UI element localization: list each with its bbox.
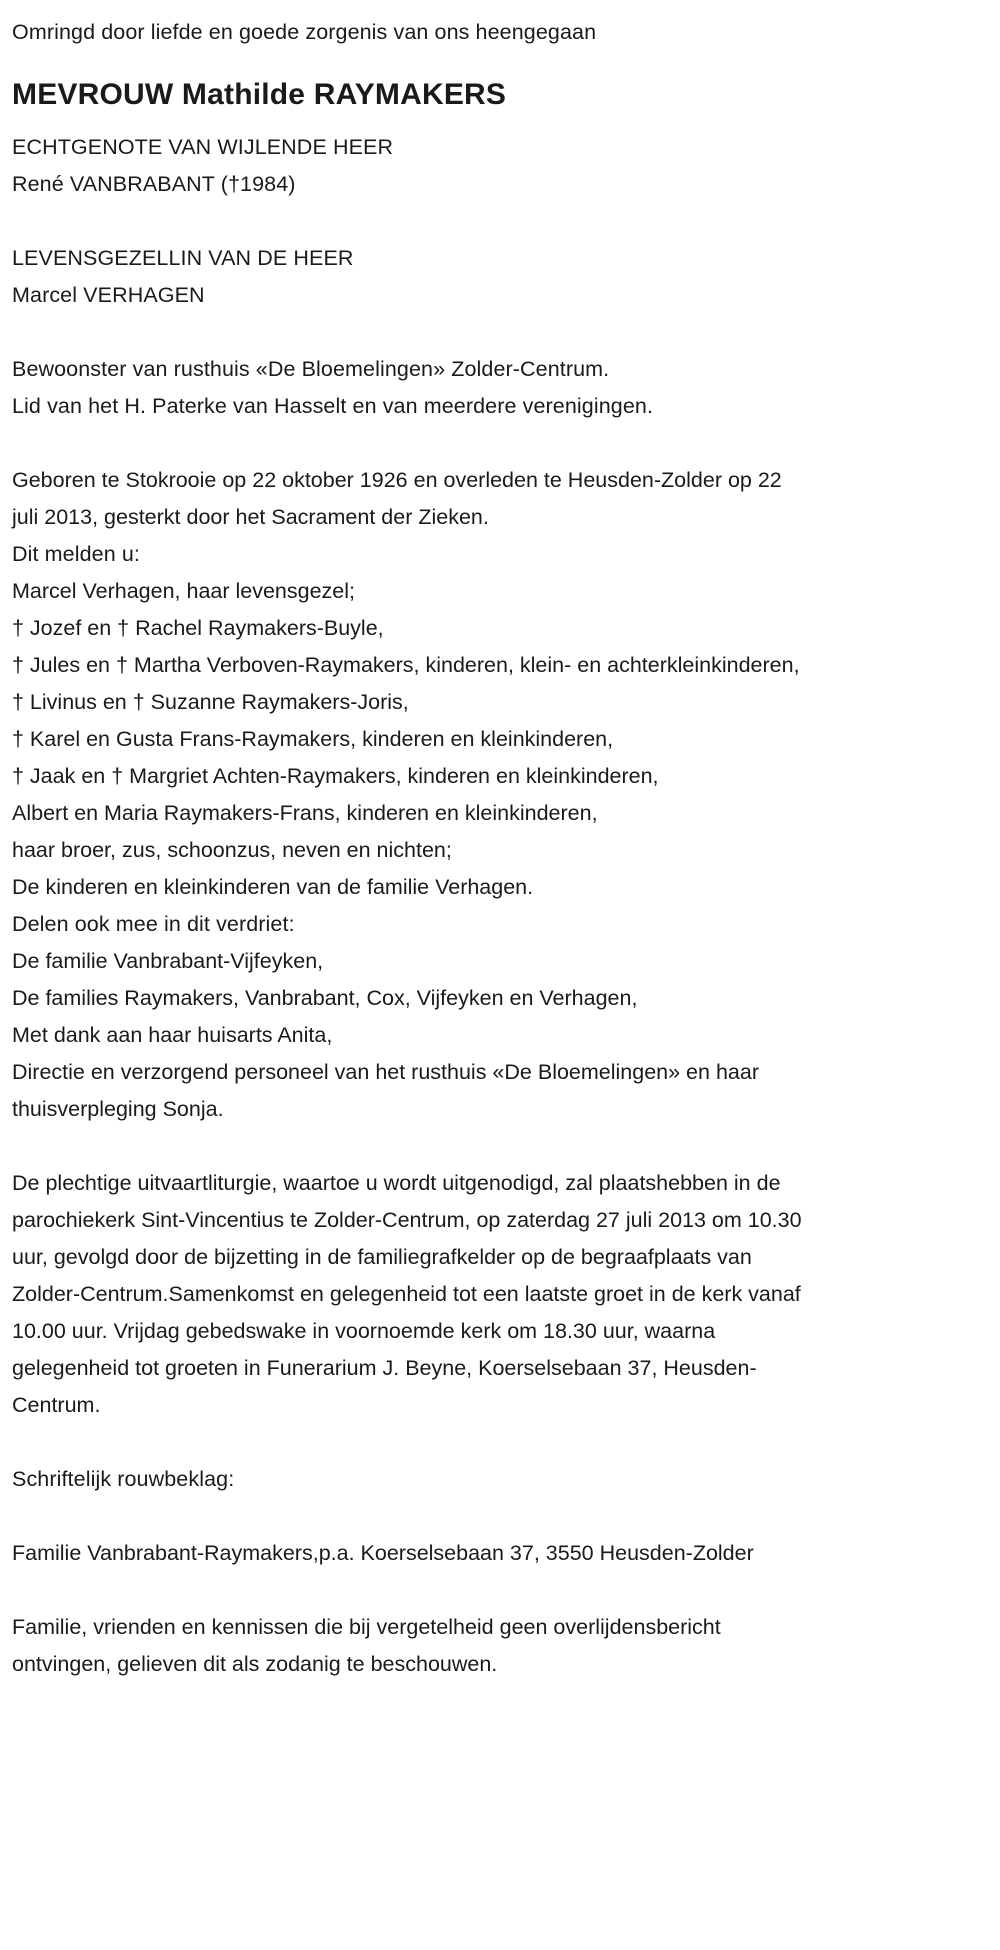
condoler-line: Met dank aan haar huisarts Anita, bbox=[12, 1023, 333, 1047]
condoler-line: De familie Vanbrabant-Vijfeyken, bbox=[12, 949, 324, 973]
survivor-line: Albert en Maria Raymakers-Frans, kinderen en kleinkinderen, bbox=[12, 801, 598, 825]
spacer bbox=[12, 1498, 986, 1535]
survivor-line: haar broer, zus, schoonzus, neven en nichten; bbox=[12, 838, 452, 862]
survivor-line: † Jozef en † Rachel Raymakers-Buyle, bbox=[12, 616, 384, 640]
written-condolence-label: Schriftelijk rouwbeklag: bbox=[12, 1467, 235, 1491]
spacer bbox=[12, 425, 986, 462]
deceased-name: MEVROUW Mathilde RAYMAKERS bbox=[12, 78, 507, 111]
survivor-line: † Karel en Gusta Frans-Raymakers, kinderen en kleinkinderen, bbox=[12, 727, 614, 751]
partner-label: LEVENSGEZELLIN VAN DE HEER bbox=[12, 246, 354, 270]
service-details: De plechtige uitvaartliturgie, waartoe u wordt uitgenodigd, zal plaatshebben in de parochiekerk Sint-Vincentius te Zolder-Centrum, op zaterdag 27 juli 2013 om 10.30 uur, gevolgd door de bijzetting in de familiegrafkelder op de begraafplaats van Zolder-Centrum.Samenkomst en gelegenheid tot een laatste groet in de kerk vanaf 10.00 uur. Vrijdag gebedswake in voornoemde kerk om 18.30 uur, waarna gelegenheid tot groeten in Funerarium J. Beyne, Koerselsebaan 37, Heusden-Centrum. bbox=[12, 1171, 802, 1417]
intro-text: Omringd door liefde en goede zorgenis van ons heengegaan bbox=[12, 20, 597, 44]
spacer bbox=[12, 203, 986, 240]
closing-note: Familie, vrienden en kennissen die bij vergetelheid geen overlijdensbericht ontvingen, gelieven dit als zodanig te beschouwen. bbox=[12, 1615, 721, 1676]
spacer bbox=[12, 51, 986, 75]
written-condolence-address: Familie Vanbrabant-Raymakers,p.a. Koerselsebaan 37, 3550 Heusden-Zolder bbox=[12, 1541, 754, 1565]
spacer bbox=[12, 115, 986, 129]
spacer bbox=[12, 1572, 986, 1609]
spacer bbox=[12, 314, 986, 351]
condoler-line: De families Raymakers, Vanbrabant, Cox, Vijfeyken en Verhagen, bbox=[12, 986, 638, 1010]
condolence-label: Delen ook mee in dit verdriet: bbox=[12, 912, 295, 936]
survivor-line: De kinderen en kleinkinderen van de familie Verhagen. bbox=[12, 875, 534, 899]
spouse-label: ECHTGENOTE VAN WIJLENDE HEER bbox=[12, 135, 394, 159]
survivor-line: † Livinus en † Suzanne Raymakers-Joris, bbox=[12, 690, 409, 714]
membership-line: Lid van het H. Paterke van Hasselt en van meerdere verenigingen. bbox=[12, 394, 654, 418]
announcement-label: Dit melden u: bbox=[12, 542, 140, 566]
survivor-line: † Jules en † Martha Verboven-Raymakers, kinderen, klein- en achterkleinkinderen, bbox=[12, 653, 800, 677]
condoler-line: Directie en verzorgend personeel van het rusthuis «De Bloemelingen» en haar thuisverpleging Sonja. bbox=[12, 1060, 759, 1121]
residence-line: Bewoonster van rusthuis «De Bloemelingen» Zolder-Centrum. bbox=[12, 357, 610, 381]
spacer bbox=[12, 1128, 986, 1165]
spouse-name: René VANBRABANT (†1984) bbox=[12, 172, 296, 196]
birth-death-text: Geboren te Stokrooie op 22 oktober 1926 en overleden te Heusden-Zolder op 22 juli 2013, gesterkt door het Sacrament der Zieken. bbox=[12, 468, 782, 529]
partner-name: Marcel VERHAGEN bbox=[12, 283, 205, 307]
spacer bbox=[12, 1424, 986, 1461]
survivor-line: Marcel Verhagen, haar levensgezel; bbox=[12, 579, 356, 603]
survivor-line: † Jaak en † Margriet Achten-Raymakers, kinderen en kleinkinderen, bbox=[12, 764, 659, 788]
